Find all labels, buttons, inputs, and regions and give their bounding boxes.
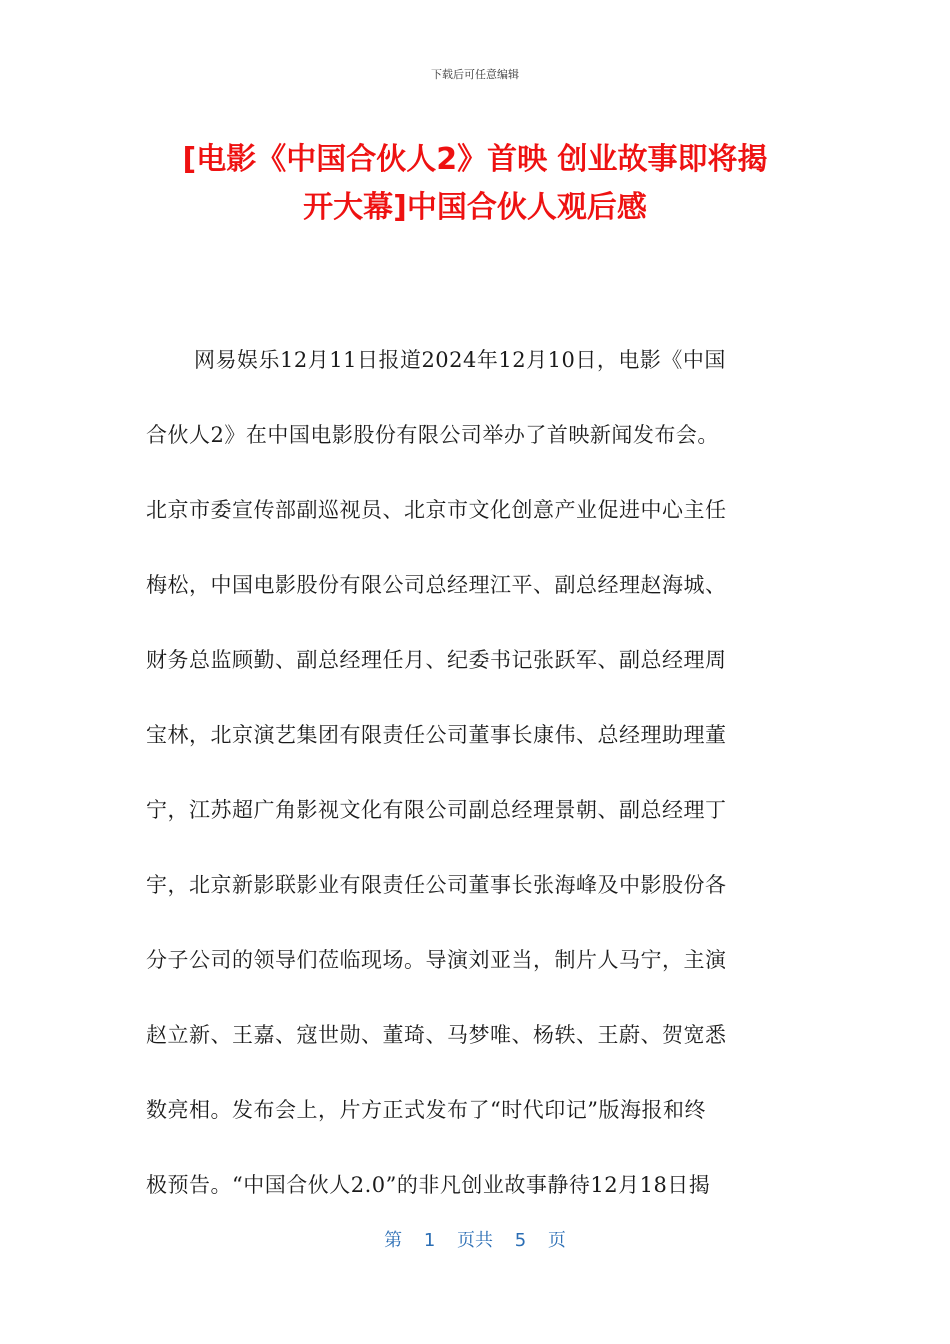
body-line: 梅松，中国电影股份有限公司总经理江平、副总经理赵海城、	[146, 573, 727, 597]
footer-suffix: 页	[547, 1230, 566, 1251]
body-line: 宁，江苏超广角影视文化有限公司副总经理景朝、副总经理丁	[146, 798, 727, 822]
body-line: 分子公司的领导们莅临现场。导演刘亚当，制片人马宁，主演	[146, 948, 727, 972]
body-line: 北京市委宣传部副巡视员、北京市文化创意产业促进中心主任	[146, 498, 727, 522]
body-line: 数亮相。发布会上，片方正式发布了“时代印记”版海报和终	[146, 1098, 706, 1122]
body-line: 网易娱乐12月11日报道2024年12月10日，电影《中国	[194, 348, 726, 372]
body-line: 赵立新、王嘉、寇世勋、董琦、马梦唯、杨轶、王蔚、贺宽悉	[146, 1023, 727, 1047]
footer-page-total: 5	[514, 1230, 527, 1251]
footer-middle: 页共	[457, 1230, 493, 1251]
body-line: 极预告。“中国合伙人2.0”的非凡创业故事静待12月18日揭	[146, 1173, 711, 1197]
document-title	[140, 136, 810, 232]
body-line: 合伙人2》在中国电影股份有限公司举办了首映新闻发布会。	[146, 423, 719, 447]
page-header-note: 下载后可任意编辑	[431, 68, 519, 81]
page-footer	[0, 1226, 950, 1252]
body-line: 财务总监顾勤、副总经理任月、纪委书记张跃军、副总经理周	[146, 648, 727, 672]
footer-prefix: 第	[384, 1230, 403, 1251]
footer-page-current: 1	[423, 1230, 436, 1251]
body-line: 宝林，北京演艺集团有限责任公司董事长康伟、总经理助理董	[146, 723, 727, 747]
title-line-2: 开大幕]中国合伙人观后感	[303, 190, 647, 225]
article-body	[146, 323, 806, 1223]
title-line-1: [电影《中国合伙人2》首映 创业故事即将揭	[182, 142, 768, 177]
body-line: 宇，北京新影联影业有限责任公司董事长张海峰及中影股份各	[146, 873, 727, 897]
